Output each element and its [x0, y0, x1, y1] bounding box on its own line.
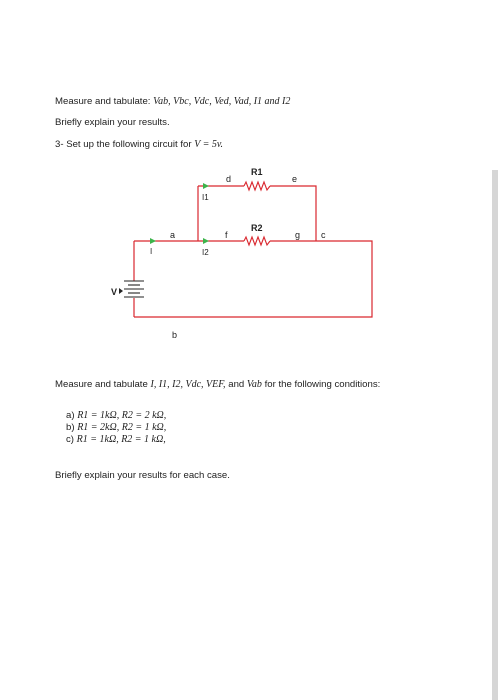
arrow-i1: [203, 183, 209, 189]
explain-instruction-2: Briefly explain your results for each case.: [55, 470, 230, 481]
measure-prefix: Measure and tabulate:: [55, 96, 151, 107]
option-a: [66, 410, 166, 421]
v-arrow-icon: [119, 288, 123, 294]
setup-prefix: 3- Set up the following circuit for: [55, 139, 192, 150]
node-g: g: [295, 230, 301, 240]
measure2-and: and: [228, 379, 245, 390]
option-c-text: R1 = 1kΩ, R2 = 1 kΩ,: [76, 434, 166, 445]
option-c-label: c): [66, 434, 74, 445]
measure2-vab: Vab: [246, 379, 262, 390]
measure2-suffix: for the following conditions:: [264, 379, 381, 390]
measure-variables: Vab, Vbc, Vdc, Ved, Vad, I1 and I2: [153, 96, 291, 107]
measure2-prefix: Measure and tabulate: [55, 379, 148, 390]
label-r1: R1: [251, 167, 263, 177]
resistor-r2: [244, 237, 270, 245]
wire-top-branch-right: [270, 186, 316, 241]
node-b: b: [172, 330, 178, 340]
label-r2: R2: [251, 223, 263, 233]
wire-main-right: [134, 241, 372, 317]
option-c: [66, 434, 166, 445]
option-b: [66, 422, 166, 433]
label-v: V: [111, 287, 118, 297]
node-a: a: [170, 230, 176, 240]
battery-symbol: [124, 281, 144, 297]
measure-instruction-2: [55, 379, 380, 390]
node-e: e: [292, 174, 298, 184]
node-c: c: [321, 230, 326, 240]
node-f: f: [225, 230, 228, 240]
resistor-r1: [244, 182, 270, 190]
measure2-variables: I, I1, I2, Vdc, VEF,: [150, 379, 226, 390]
option-a-text: R1 = 1kΩ, R2 = 2 kΩ,: [77, 410, 167, 421]
label-i1: I1: [202, 193, 209, 202]
arrow-i2: [203, 238, 209, 244]
scrollbar[interactable]: [492, 170, 498, 700]
option-a-label: a): [66, 410, 75, 421]
arrow-i: [150, 238, 156, 244]
option-b-text: R1 = 2kΩ, R2 = 1 kΩ,: [77, 422, 167, 433]
option-b-label: b): [66, 422, 75, 433]
explain-instruction-1: Briefly explain your results.: [55, 117, 170, 128]
node-d: d: [226, 174, 232, 184]
label-i: I: [150, 247, 153, 256]
setup-voltage: V = 5v.: [194, 139, 224, 150]
label-i2: I2: [202, 248, 209, 257]
